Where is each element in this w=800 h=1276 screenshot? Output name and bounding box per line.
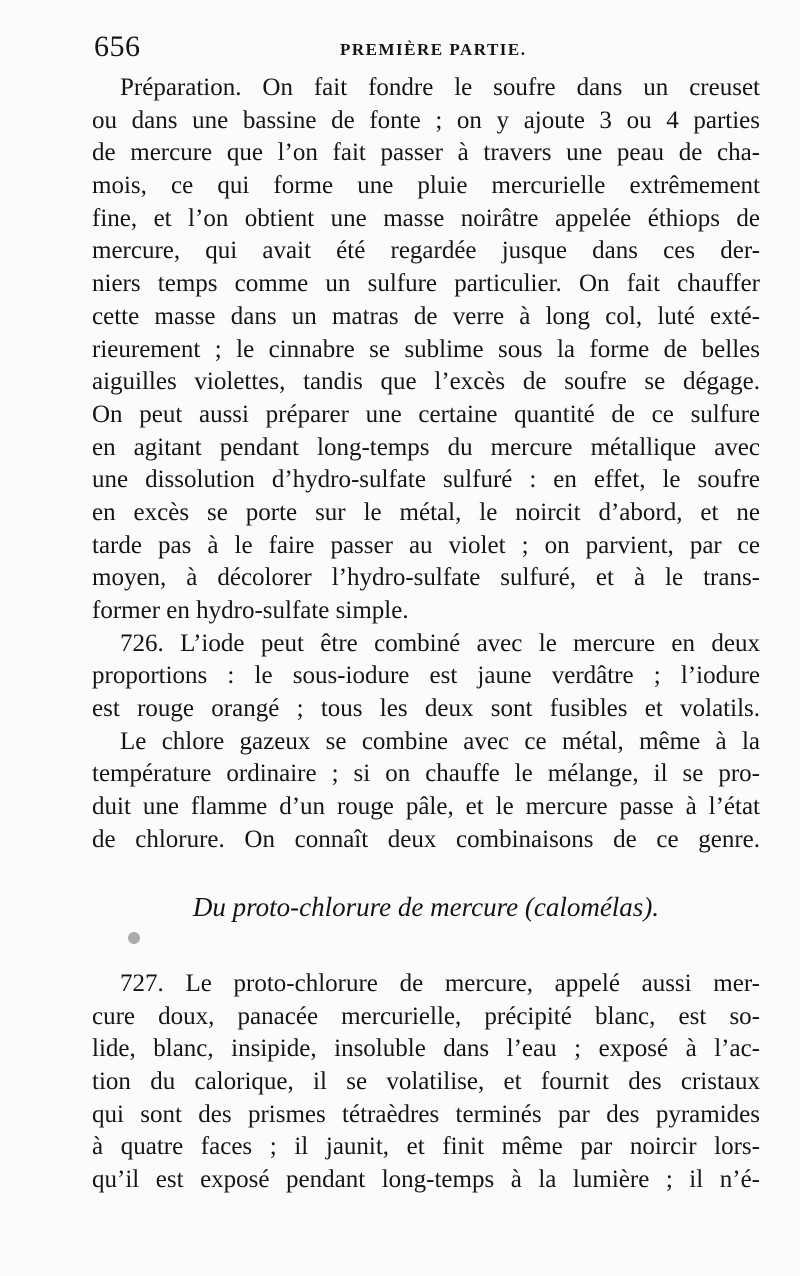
running-head: PREMIÈRE PARTIE. — [340, 40, 527, 59]
text-line: mercure, qui avait été regardée jusque dans ces der- — [92, 237, 760, 265]
text-line: Préparation. On fait fondre le soufre dans un creuset — [120, 74, 760, 101]
text-line: 726. L’iode peut être combiné avec le mercure en deux — [120, 629, 760, 657]
text-line: une dissolution d’hydro-sulfate sulfuré : en effet, le soufre — [92, 466, 760, 494]
section-heading-wrap — [92, 892, 760, 923]
text-line: fine, et l’on obtient une masse noirâtre appelée éthiops de — [92, 204, 760, 232]
text-line: qu’il est exposé pendant long-temps à la lumière ; il n’é- — [92, 1166, 760, 1194]
text-line: mois, ce qui forme une pluie mercurielle extrêmement — [92, 172, 760, 200]
text-line: à quatre faces ; il jaunit, et finit même par noircir lors- — [92, 1133, 760, 1161]
text-line: On peut aussi préparer une certaine quantité de ce sulfure — [92, 400, 760, 428]
text-line: lide, blanc, insipide, insoluble dans l’eau ; exposé à l’ac- — [92, 1035, 760, 1063]
main-text-block — [92, 72, 760, 857]
text-line: qui sont des prismes tétraèdres terminés par des pyramides — [92, 1100, 760, 1128]
text-line: cette masse dans un matras de verre à long col, luté exté- — [92, 302, 760, 330]
ink-spot — [128, 932, 140, 944]
text-line: aiguilles violettes, tandis que l’excès de soufre se dégage. — [92, 368, 760, 396]
section-text-block — [92, 968, 760, 1197]
page-number: 656 — [94, 30, 141, 63]
page-header — [94, 30, 760, 70]
text-line: en agitant pendant long-temps du mercure métallique avec — [92, 433, 760, 461]
text-line: est rouge orangé ; tous les deux sont fusibles et volatils. — [92, 695, 760, 723]
text-line: niers temps comme un sulfure particulier. On fait chauffer — [92, 270, 760, 298]
text-line: température ordinaire ; si on chauffe le mélange, il se pro- — [92, 760, 760, 788]
text-line: en excès se porte sur le métal, le noircit d’abord, et ne — [92, 498, 760, 526]
text-line: de chlorure. On connaît deux combinaisons de ce genre. — [92, 825, 760, 853]
text-line: duit une flamme d’un rouge pâle, et le mercure passe à l’état — [92, 793, 760, 821]
text-line: cure doux, panacée mercurielle, précipité blanc, est so- — [92, 1002, 760, 1030]
text-line: tarde pas à le faire passer au violet ; on parvient, par ce — [92, 531, 760, 559]
text-line: former en hydro-sulfate simple. — [92, 597, 409, 624]
text-line: moyen, à décolorer l’hydro-sulfate sulfuré, et à le trans- — [92, 564, 760, 592]
text-line: de mercure que l’on fait passer à travers une peau de cha- — [92, 139, 760, 167]
text-line: proportions : le sous-iodure est jaune verdâtre ; l’iodure — [92, 662, 760, 690]
text-line: 727. Le proto-chlorure de mercure, appelé aussi mer- — [120, 970, 760, 997]
text-line: ou dans une bassine de fonte ; on y ajoute 3 ou 4 parties — [92, 106, 760, 134]
section-heading: Du proto-chlorure de mercure (calomélas). — [192, 892, 660, 922]
text-line: rieurement ; le cinnabre se sublime sous la forme de belles — [92, 335, 760, 363]
text-line: Le chlore gazeux se combine avec ce métal, même à la — [120, 727, 760, 755]
text-line: tion du calorique, il se volatilise, et fournit des cristaux — [92, 1068, 760, 1096]
